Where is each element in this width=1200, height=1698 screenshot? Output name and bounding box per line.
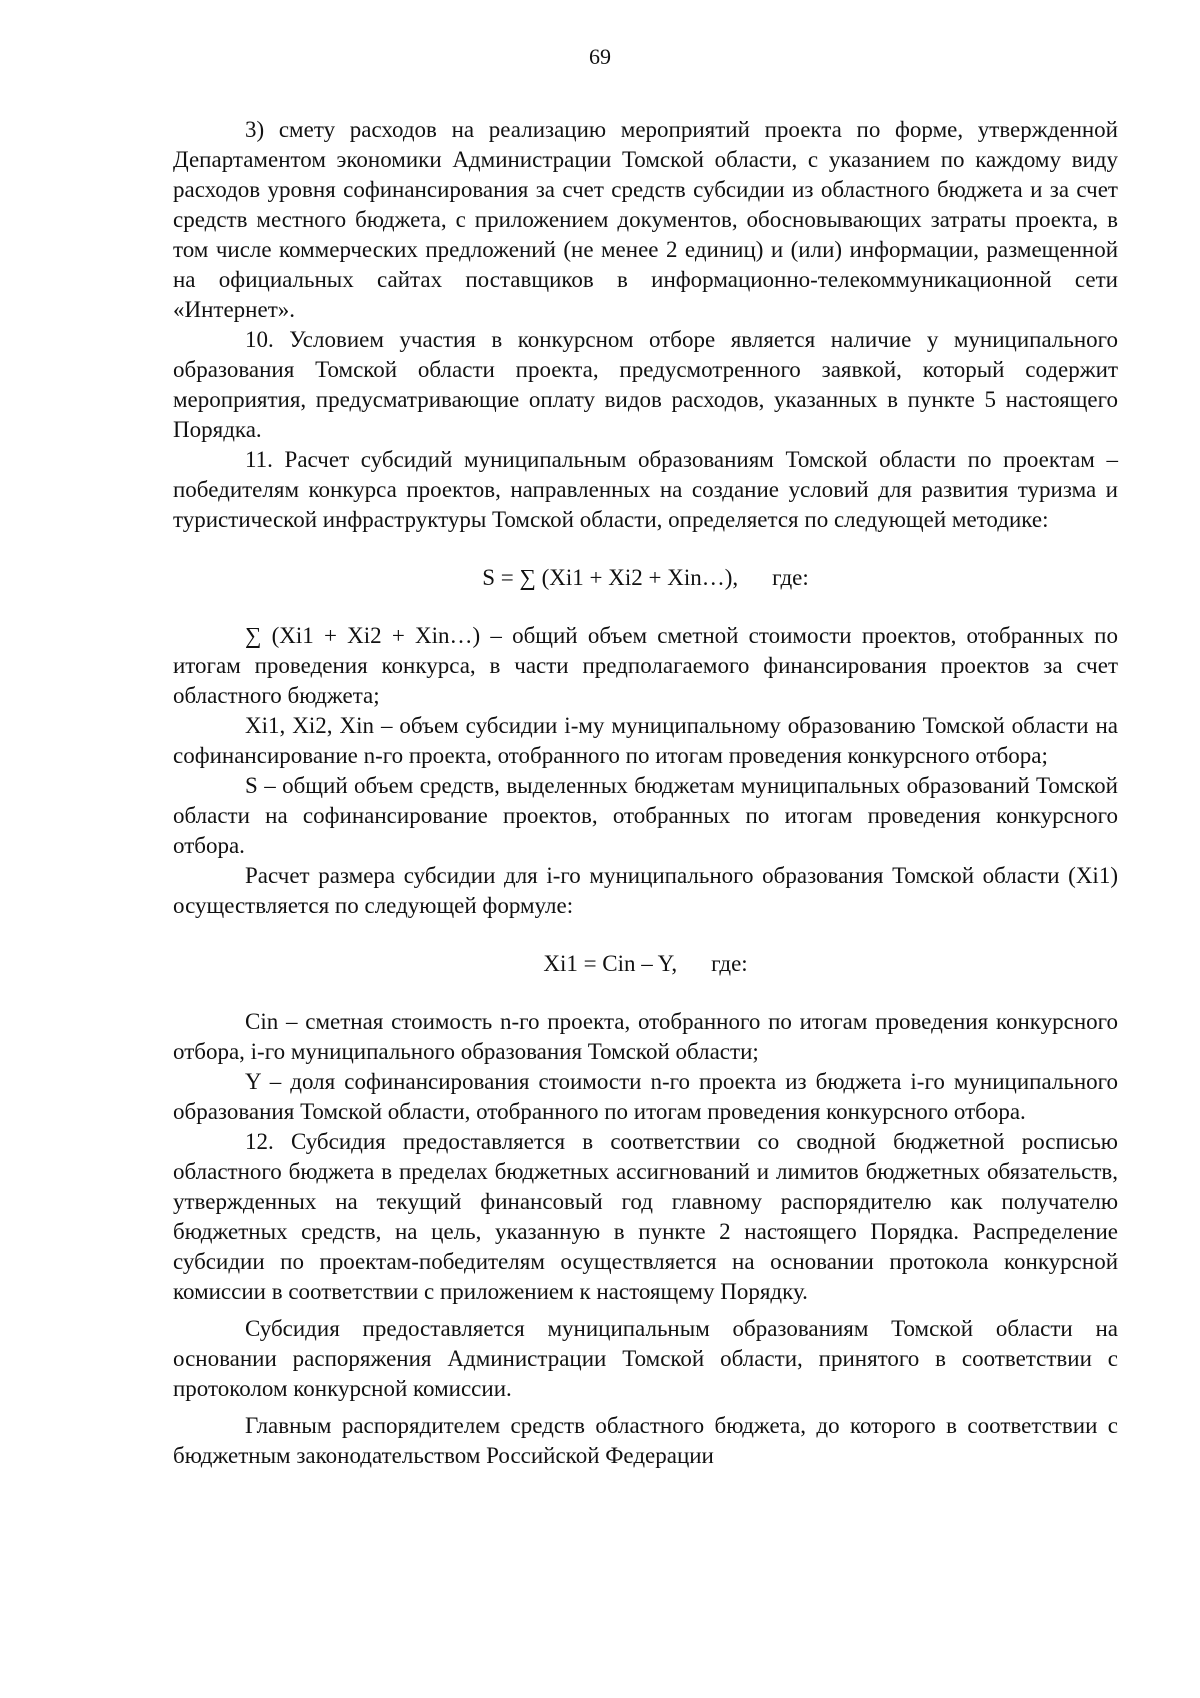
- paragraph-subsidy-basis: Субсидия предоставляется муниципальным образованиям Томской области на основании распоряжения Администрации Томской области, принятого в соответствии с протоколом конкурсной комиссии.: [173, 1316, 1118, 1401]
- formula-xi1-expression: Xi1 = Cin – Y,: [543, 951, 678, 976]
- paragraph-sum-definition: ∑ (Xi1 + Xi2 + Xin…) – общий объем сметной стоимости проектов, отобранных по итогам проведения конкурса, в части предполагаемого финансирования проектов за счет областного бюджета;: [173, 623, 1118, 708]
- formula-xi1: [173, 949, 1118, 979]
- paragraph-y-definition: Y – доля софинансирования стоимости n-го проекта из бюджета i-го муниципального образования Томской области, отобранного по итогам проведения конкурсного отбора.: [173, 1069, 1118, 1124]
- formula-s: [173, 563, 1118, 593]
- document-body: [173, 115, 1118, 1471]
- paragraph-12: 12. Субсидия предоставляется в соответствии со сводной бюджетной росписью областного бюджета в пределах бюджетных ассигнований и лимитов бюджетных обязательств, утвержденных на текущий финансовый год главному распорядителю как получателю бюджетных средств, на цель, указанную в пункте 2 настоящего Порядка. Распределение субсидии по проектам-победителям осуществляется на основании протокола конкурсной комиссии в соответствии с приложением к настоящему Порядку.: [173, 1129, 1118, 1304]
- formula-s-where: где:: [772, 565, 809, 590]
- formula-s-expression: S = ∑ (Xi1 + Xi2 + Xin…),: [482, 565, 739, 590]
- paragraph-10: 10. Условием участия в конкурсном отборе является наличие у муниципального образования Томской области проекта, предусмотренного заявкой, который содержит мероприятия, предусматривающие оплату видов расходов, указанных в пункте 5 настоящего Порядка.: [173, 327, 1118, 442]
- paragraph-calculation-intro: Расчет размера субсидии для i-го муниципального образования Томской области (Xi1) осуществляется по следующей формуле:: [173, 863, 1118, 918]
- page-number: 69: [589, 44, 611, 69]
- paragraph-xi-definition: Xi1, Xi2, Xin – объем субсидии i-му муниципальному образованию Томской области на софинансирование n-го проекта, отобранного по итогам проведения конкурсного отбора;: [173, 713, 1118, 768]
- paragraph-11: 11. Расчет субсидий муниципальным образованиям Томской области по проектам – победителям конкурса проектов, направленных на создание условий для развития туризма и туристической инфраструктуры Томской области, определяется по следующей методике:: [173, 447, 1118, 532]
- paragraph-cin-definition: Cin – сметная стоимость n-го проекта, отобранного по итогам проведения конкурсного отбора, i-го муниципального образования Томской области;: [173, 1009, 1118, 1064]
- paragraph-main-manager: Главным распорядителем средств областного бюджета, до которого в соответствии с бюджетным законодательством Российской Федерации: [173, 1413, 1118, 1468]
- formula-xi1-where: где:: [711, 951, 748, 976]
- paragraph-estimate: 3) смету расходов на реализацию мероприятий проекта по форме, утвержденной Департаментом экономики Администрации Томской области, с указанием по каждому виду расходов уровня софинансирования за счет средств субсидии из областного бюджета и за счет средств местного бюджета, с приложением документов, обосновывающих затраты проекта, в том числе коммерческих предложений (не менее 2 единиц) и (или) информации, размещенной на официальных сайтах поставщиков в информационно-телекоммуникационной сети «Интернет».: [173, 117, 1118, 322]
- paragraph-s-definition: S – общий объем средств, выделенных бюджетам муниципальных образований Томской области на софинансирование проектов, отобранных по итогам проведения конкурсного отбора.: [173, 773, 1118, 858]
